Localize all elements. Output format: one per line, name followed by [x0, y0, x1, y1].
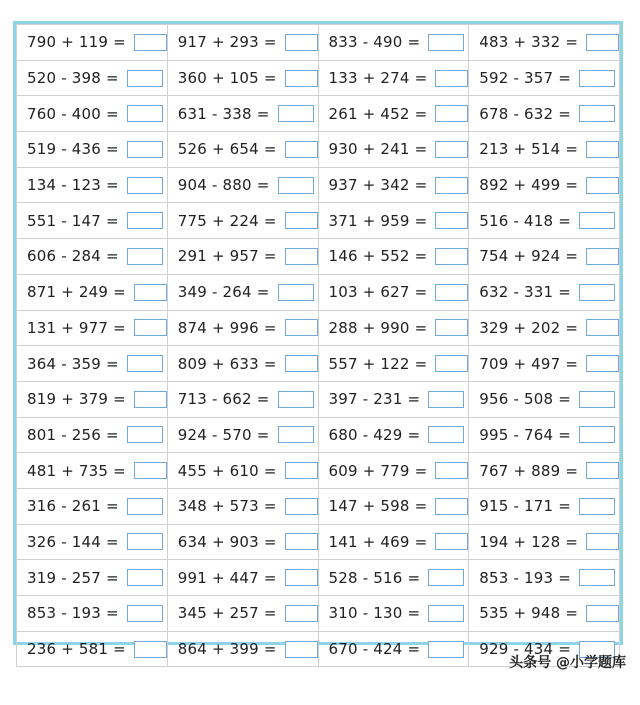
answer-box[interactable]: [435, 70, 468, 87]
problem-row: [17, 381, 620, 417]
problem-cell: [17, 631, 168, 667]
problem-expression: 592 - 357 =: [479, 69, 571, 88]
answer-box[interactable]: [134, 462, 167, 479]
problem-expression: 606 - 284 =: [27, 247, 119, 266]
answer-box[interactable]: [278, 105, 314, 122]
problem-cell: [469, 132, 620, 168]
problem-expression: 853 - 193 =: [27, 604, 119, 623]
problem-expression: 924 - 570 =: [177, 425, 270, 444]
answer-box[interactable]: [586, 319, 619, 336]
problem-cell: [17, 96, 168, 132]
problem-expression: 678 - 632 =: [479, 104, 571, 123]
answer-box[interactable]: [428, 426, 464, 443]
answer-box[interactable]: [428, 569, 464, 586]
answer-box[interactable]: [127, 533, 163, 550]
problem-expression: 194 + 128 =: [479, 532, 579, 551]
problem-expression: 516 - 418 =: [479, 211, 571, 230]
problem-cell: [17, 488, 168, 524]
problem-row: [17, 524, 620, 560]
problem-expression: 871 + 249 =: [27, 283, 126, 302]
problem-expression: 551 - 147 =: [27, 211, 119, 230]
problem-expression: 754 + 924 =: [479, 247, 579, 266]
problem-row: [17, 417, 620, 453]
problem-cell: [469, 60, 620, 96]
problem-expression: 670 - 424 =: [328, 640, 421, 659]
problem-cell: [17, 203, 168, 239]
problem-cell: [17, 274, 168, 310]
problem-expression: 360 + 105 =: [177, 69, 277, 88]
problem-cell: [17, 596, 168, 632]
answer-box[interactable]: [285, 141, 318, 158]
problem-expression: 819 + 379 =: [27, 390, 126, 409]
problem-cell: [17, 560, 168, 596]
problem-expression: 131 + 977 =: [27, 318, 126, 337]
problem-row: [17, 310, 620, 346]
problem-row: [17, 25, 620, 61]
answer-box[interactable]: [428, 605, 464, 622]
problem-expression: 147 + 598 =: [328, 497, 428, 516]
answer-box[interactable]: [285, 212, 318, 229]
problem-expression: 261 + 452 =: [328, 104, 428, 123]
problem-cell: [17, 417, 168, 453]
problem-expression: 291 + 957 =: [177, 247, 277, 266]
problem-cell: [318, 310, 469, 346]
problem-expression: 904 - 880 =: [177, 176, 270, 195]
problem-cell: [469, 560, 620, 596]
problem-cell: [167, 203, 318, 239]
answer-box[interactable]: [579, 70, 615, 87]
answer-box[interactable]: [435, 141, 468, 158]
problem-expression: 481 + 735 =: [27, 461, 126, 480]
problem-expression: 348 + 573 =: [177, 497, 277, 516]
answer-box[interactable]: [285, 34, 318, 51]
problem-cell: [167, 596, 318, 632]
problem-expression: 519 - 436 =: [27, 140, 119, 159]
problem-cell: [318, 381, 469, 417]
problem-cell: [17, 239, 168, 275]
problem-cell: [167, 560, 318, 596]
problem-cell: [318, 488, 469, 524]
answer-box[interactable]: [127, 355, 163, 372]
problem-expression: 874 + 996 =: [177, 318, 277, 337]
problem-expression: 956 - 508 =: [479, 390, 571, 409]
problem-expression: 146 + 552 =: [328, 247, 428, 266]
problem-row: [17, 96, 620, 132]
problem-cell: [17, 381, 168, 417]
problem-expression: 316 - 261 =: [27, 497, 119, 516]
answer-box[interactable]: [285, 641, 318, 658]
answer-box[interactable]: [127, 141, 163, 158]
problem-expression: 853 - 193 =: [479, 568, 571, 587]
problem-expression: 557 + 122 =: [328, 354, 428, 373]
answer-box[interactable]: [586, 355, 619, 372]
answer-box[interactable]: [127, 212, 163, 229]
problem-expression: 995 - 764 =: [479, 425, 571, 444]
problem-expression: 345 + 257 =: [177, 604, 277, 623]
answer-box[interactable]: [285, 70, 318, 87]
answer-box[interactable]: [435, 212, 468, 229]
problem-cell: [17, 310, 168, 346]
answer-box[interactable]: [435, 248, 468, 265]
answer-box[interactable]: [127, 569, 163, 586]
answer-box[interactable]: [285, 605, 318, 622]
problem-expression: 134 - 123 =: [27, 176, 119, 195]
problem-expression: 397 - 231 =: [328, 390, 421, 409]
answer-box[interactable]: [134, 319, 167, 336]
answer-box[interactable]: [127, 498, 163, 515]
problem-expression: 767 + 889 =: [479, 461, 579, 480]
answer-box[interactable]: [428, 34, 464, 51]
answer-box[interactable]: [127, 426, 163, 443]
answer-box[interactable]: [285, 462, 318, 479]
problem-cell: [469, 524, 620, 560]
footer-watermark: 头条号 @小学题库: [509, 655, 626, 671]
problem-row: [17, 274, 620, 310]
answer-box[interactable]: [127, 70, 163, 87]
problem-cell: [469, 488, 620, 524]
answer-box[interactable]: [586, 34, 619, 51]
answer-box[interactable]: [285, 533, 318, 550]
problem-expression: 213 + 514 =: [479, 140, 579, 159]
answer-box[interactable]: [127, 248, 163, 265]
answer-box[interactable]: [127, 605, 163, 622]
problem-expression: 349 - 264 =: [177, 283, 270, 302]
problem-expression: 141 + 469 =: [328, 532, 428, 551]
answer-box[interactable]: [435, 355, 468, 372]
problem-expression: 326 - 144 =: [27, 532, 119, 551]
problem-row: [17, 596, 620, 632]
problem-cell: [318, 524, 469, 560]
answer-box[interactable]: [435, 177, 468, 194]
problem-cell: [17, 60, 168, 96]
answer-box[interactable]: [586, 141, 619, 158]
answer-box[interactable]: [134, 284, 167, 301]
answer-box[interactable]: [579, 391, 615, 408]
answer-box[interactable]: [127, 105, 163, 122]
problem-cell: [469, 310, 620, 346]
problem-cell: [318, 274, 469, 310]
answer-box[interactable]: [278, 391, 314, 408]
problem-expression: 991 + 447 =: [177, 568, 277, 587]
worksheet: [13, 21, 623, 659]
answer-box[interactable]: [579, 212, 615, 229]
problem-grid: [16, 24, 620, 667]
answer-box[interactable]: [579, 498, 615, 515]
problem-cell: [469, 274, 620, 310]
problem-cell: [318, 132, 469, 168]
problem-expression: 364 - 359 =: [27, 354, 119, 373]
problem-row: [17, 346, 620, 382]
problem-expression: 236 + 581 =: [27, 640, 126, 659]
problem-expression: 319 - 257 =: [27, 568, 119, 587]
problem-cell: [167, 132, 318, 168]
problem-expression: 528 - 516 =: [328, 568, 421, 587]
problem-cell: [167, 239, 318, 275]
problem-cell: [167, 417, 318, 453]
problem-cell: [167, 25, 318, 61]
answer-box[interactable]: [428, 391, 464, 408]
answer-box[interactable]: [586, 533, 619, 550]
answer-box[interactable]: [428, 641, 464, 658]
answer-box[interactable]: [435, 105, 468, 122]
problem-cell: [469, 381, 620, 417]
problem-cell: [318, 25, 469, 61]
problem-cell: [167, 60, 318, 96]
answer-box[interactable]: [435, 319, 468, 336]
answer-box[interactable]: [285, 319, 318, 336]
problem-expression: 801 - 256 =: [27, 425, 119, 444]
problem-cell: [17, 132, 168, 168]
answer-box[interactable]: [285, 355, 318, 372]
problem-expression: 371 + 959 =: [328, 211, 428, 230]
problem-cell: [469, 453, 620, 489]
problem-row: [17, 453, 620, 489]
problem-cell: [318, 239, 469, 275]
answer-box[interactable]: [285, 248, 318, 265]
problem-expression: 288 + 990 =: [328, 318, 428, 337]
problem-cell: [469, 25, 620, 61]
problem-row: [17, 132, 620, 168]
answer-box[interactable]: [285, 498, 318, 515]
problem-cell: [167, 274, 318, 310]
answer-box[interactable]: [586, 605, 619, 622]
problem-expression: 631 - 338 =: [177, 104, 270, 123]
problem-expression: 103 + 627 =: [328, 283, 428, 302]
problem-expression: 937 + 342 =: [328, 176, 428, 195]
problem-expression: 329 + 202 =: [479, 318, 579, 337]
problem-expression: 535 + 948 =: [479, 604, 579, 623]
problem-cell: [469, 417, 620, 453]
problem-cell: [318, 167, 469, 203]
problem-expression: 809 + 633 =: [177, 354, 277, 373]
problem-cell: [17, 25, 168, 61]
problem-cell: [318, 560, 469, 596]
problem-cell: [167, 488, 318, 524]
answer-box[interactable]: [278, 177, 314, 194]
problem-expression: 133 + 274 =: [328, 69, 428, 88]
problem-row: [17, 203, 620, 239]
answer-box[interactable]: [435, 498, 468, 515]
answer-box[interactable]: [579, 284, 615, 301]
problem-cell: [17, 453, 168, 489]
problem-row: [17, 167, 620, 203]
problem-row: [17, 239, 620, 275]
problem-expression: 634 + 903 =: [177, 532, 277, 551]
problem-expression: 680 - 429 =: [328, 425, 421, 444]
problem-expression: 833 - 490 =: [328, 33, 421, 52]
problem-cell: [318, 346, 469, 382]
problem-cell: [469, 167, 620, 203]
problem-cell: [167, 524, 318, 560]
problem-expression: 455 + 610 =: [177, 461, 277, 480]
answer-box[interactable]: [586, 462, 619, 479]
problem-cell: [469, 239, 620, 275]
problem-cell: [469, 203, 620, 239]
problem-cell: [167, 453, 318, 489]
problem-expression: 892 + 499 =: [479, 176, 579, 195]
problem-cell: [469, 346, 620, 382]
problem-expression: 929 - 434 =: [479, 640, 571, 659]
answer-box[interactable]: [134, 34, 167, 51]
problem-expression: 609 + 779 =: [328, 461, 428, 480]
problem-cell: [318, 453, 469, 489]
answer-box[interactable]: [579, 105, 615, 122]
problem-row: [17, 488, 620, 524]
problem-expression: 915 - 171 =: [479, 497, 571, 516]
problem-expression: 917 + 293 =: [177, 33, 277, 52]
problem-cell: [17, 167, 168, 203]
problem-expression: 526 + 654 =: [177, 140, 277, 159]
answer-box[interactable]: [278, 426, 314, 443]
problem-cell: [318, 417, 469, 453]
answer-box[interactable]: [586, 177, 619, 194]
answer-box[interactable]: [435, 462, 468, 479]
problem-cell: [167, 631, 318, 667]
problem-cell: [17, 346, 168, 382]
problem-expression: 709 + 497 =: [479, 354, 579, 373]
answer-box[interactable]: [435, 284, 468, 301]
problem-expression: 930 + 241 =: [328, 140, 428, 159]
problem-cell: [318, 631, 469, 667]
problem-cell: [318, 96, 469, 132]
problem-expression: 713 - 662 =: [177, 390, 270, 409]
problem-cell: [167, 96, 318, 132]
answer-box[interactable]: [579, 426, 615, 443]
answer-box[interactable]: [278, 284, 314, 301]
problem-expression: 632 - 331 =: [479, 283, 571, 302]
answer-box[interactable]: [134, 641, 167, 658]
problem-row: [17, 60, 620, 96]
answer-box[interactable]: [579, 569, 615, 586]
answer-box[interactable]: [285, 569, 318, 586]
problem-cell: [17, 524, 168, 560]
problem-cell: [167, 381, 318, 417]
problem-row: [17, 560, 620, 596]
problem-cell: [167, 346, 318, 382]
problem-expression: 760 - 400 =: [27, 104, 119, 123]
problem-expression: 790 + 119 =: [27, 33, 126, 52]
problem-cell: [469, 96, 620, 132]
problem-cell: [167, 167, 318, 203]
problem-expression: 864 + 399 =: [177, 640, 277, 659]
answer-box[interactable]: [127, 177, 163, 194]
answer-box[interactable]: [435, 533, 468, 550]
answer-box[interactable]: [134, 391, 167, 408]
answer-box[interactable]: [586, 248, 619, 265]
problem-expression: 310 - 130 =: [328, 604, 421, 623]
problem-cell: [318, 596, 469, 632]
problem-cell: [167, 310, 318, 346]
problem-expression: 520 - 398 =: [27, 69, 119, 88]
problem-cell: [469, 596, 620, 632]
problem-cell: [318, 203, 469, 239]
problem-expression: 483 + 332 =: [479, 33, 579, 52]
problem-cell: [318, 60, 469, 96]
problem-expression: 775 + 224 =: [177, 211, 277, 230]
